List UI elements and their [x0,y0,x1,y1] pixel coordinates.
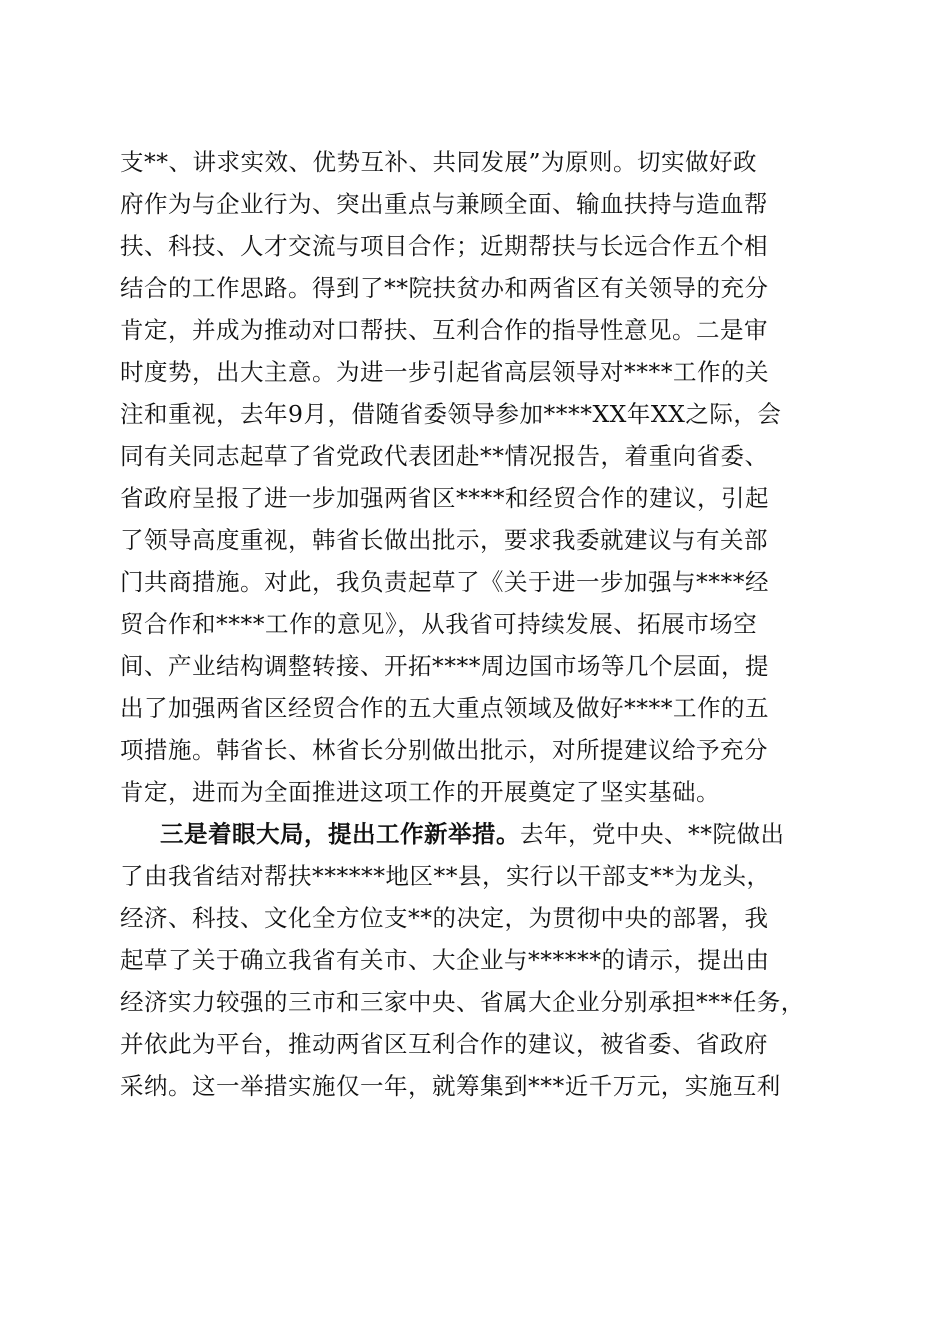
text-line: 时度势，出大主意。为进一步引起省高层领导对****工作的关 [120,358,769,386]
text-line: 经济、科技、文化全方位支**的决定，为贯彻中央的部署，我 [120,904,769,932]
text-line: 采纳。这一举措实施仅一年，就筹集到***近千万元，实施互利 [120,1072,781,1100]
text-line: 省政府呈报了进一步加强两省区****和经贸合作的建议，引起 [120,484,769,512]
text-line: 注和重视，去年9月，借随省委领导参加****XX年XX之际，会 [120,400,782,428]
paragraph-heading: 三是着眼大局，提出工作新举措。 [160,820,520,848]
text-line: 结合的工作思路。得到了**院扶贫办和两省区有关领导的充分 [120,274,769,302]
text-line: 肯定，并成为推动对口帮扶、互利合作的指导性意见。二是审 [120,316,768,344]
text-line: 间、产业结构调整转接、开拓****周边国市场等几个层面，提 [120,652,769,680]
text-line: 府作为与企业行为、突出重点与兼顾全面、输血扶持与造血帮 [120,190,768,218]
paragraph-first-line [160,818,830,850]
text-line: 同有关同志起草了省党政代表团赴**情况报告，着重向省委、 [120,442,769,470]
text-line: 肯定，进而为全面推进这项工作的开展奠定了坚实基础。 [120,778,720,806]
text-line: 贸合作和****工作的意见》，从我省可持续发展、拓展市场空 [120,610,758,638]
text-line: 项措施。韩省长、林省长分别做出批示，对所提建议给予充分 [120,736,768,764]
text-line: 扶、科技、人才交流与项目合作；近期帮扶与长远合作五个相 [120,232,768,260]
text-line: 门共商措施。对此，我负责起草了《关于进一步加强与****经 [120,568,769,596]
text-line: 出了加强两省区经贸合作的五大重点领域及做好****工作的五 [120,694,769,722]
text-line: 起草了关于确立我省有关市、大企业与******的请示，提出由 [120,946,770,974]
text-line: 并依此为平台，推动两省区互利合作的建议，被省委、省政府 [120,1030,768,1058]
paragraph-text: 去年，党中央、**院做出 [520,820,785,848]
text-line: 支**、讲求实效、优势互补、共同发展”为原则。切实做好政 [120,148,758,176]
text-line: 了由我省结对帮扶******地区**县，实行以干部支**为龙头， [120,862,771,890]
text-line: 经济实力较强的三市和三家中央、省属大企业分别承担***任务， [120,988,805,1016]
text-line: 了领导高度重视，韩省长做出批示，要求我委就建议与有关部 [120,526,768,554]
